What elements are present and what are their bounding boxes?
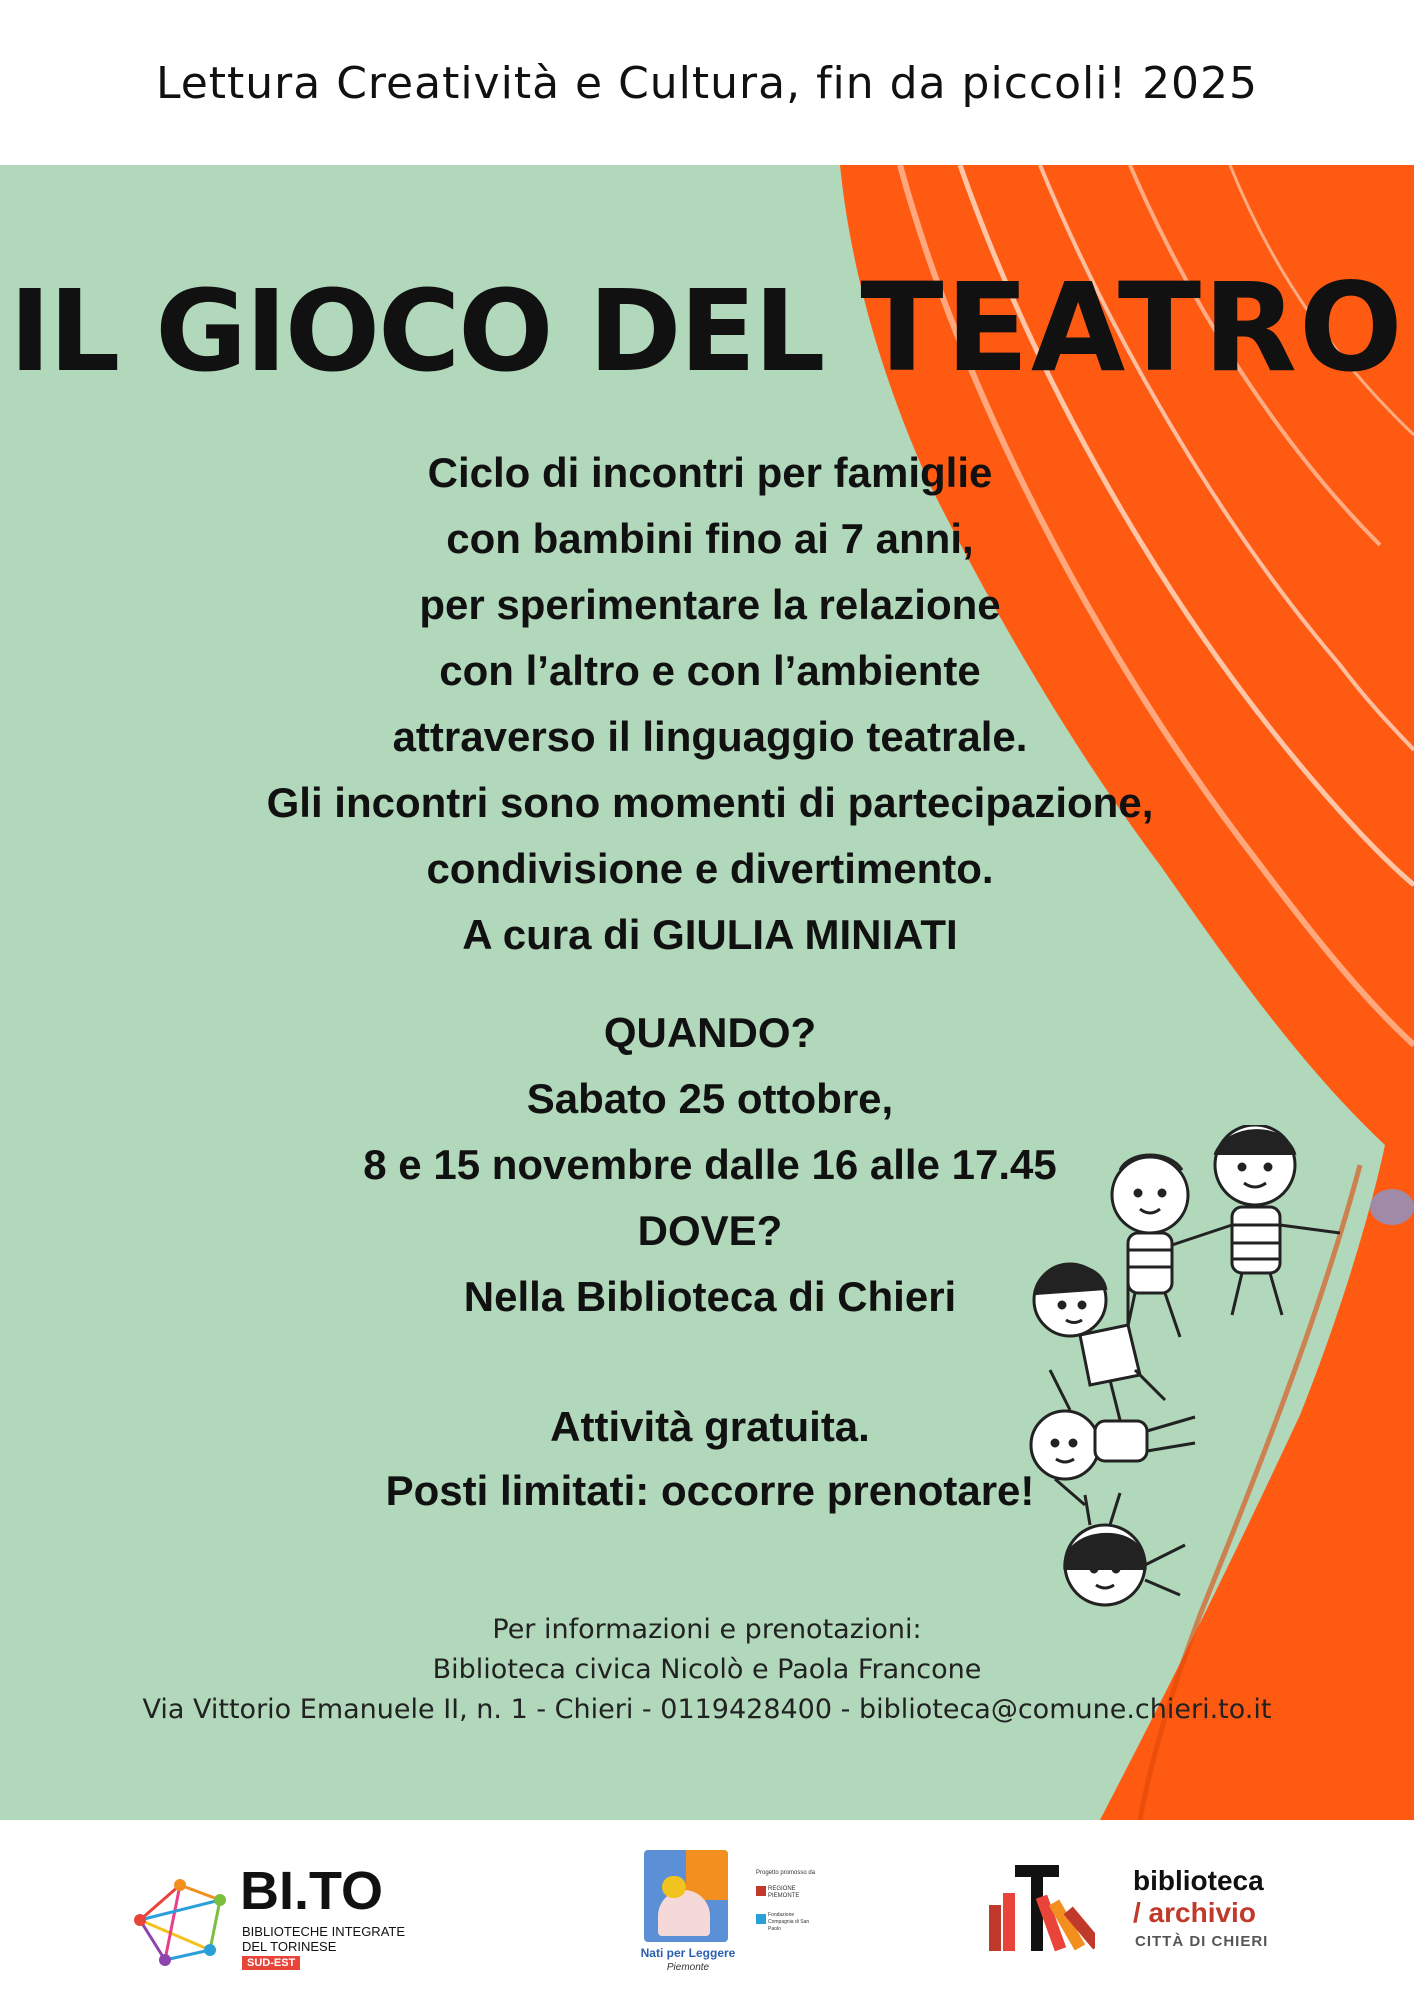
footer (0, 1820, 1414, 2000)
bito-line2: DEL TORINESE (242, 1939, 337, 1954)
partner-regione: REGIONE PIEMONTE (768, 1886, 800, 1899)
main-title (0, 257, 1414, 399)
description-line: con l’altro e con l’ambiente (439, 647, 981, 694)
where-label: DOVE? (637, 1207, 783, 1254)
bito-badge: SUD-EST (242, 1956, 300, 1970)
address-line[interactable]: Via Vittorio Emanuele II, n. 1 - Chieri - 0119428400 - biblioteca@comune.chieri.to.it (142, 1694, 1272, 1725)
chieri-line3: CITTÀ DI CHIERI (1135, 1933, 1269, 1950)
network-icon (125, 1870, 235, 1970)
chieri-line1: biblioteca (1133, 1865, 1264, 1896)
chieri-logo (985, 1865, 1285, 1985)
chieri-line2: / archivio (1133, 1897, 1256, 1928)
info-heading: Per informazioni e prenotazioni: (492, 1614, 922, 1645)
description-line: con bambini fino ai 7 anni, (446, 515, 974, 562)
npl-picture (644, 1850, 728, 1942)
partner-fondazione: Fondazione Compagnia di San Paolo (768, 1912, 810, 1932)
free-activity-note: Attività gratuita. (550, 1403, 870, 1450)
library-name: Biblioteca civica Nicolò e Paola Francone (432, 1654, 982, 1685)
bito-line1: BIBLIOTECHE INTEGRATE (242, 1924, 406, 1939)
description-line: Ciclo di incontri per famiglie (427, 449, 993, 496)
contact-info (0, 1610, 1414, 1730)
curator-line: A cura di GIULIA MINIATI (462, 911, 958, 958)
description-line: attraverso il linguaggio teatrale. (392, 713, 1028, 760)
npl-sub: Piemonte (666, 1962, 710, 1973)
regione-flag-icon (756, 1886, 766, 1896)
description-line: per sperimentare la relazione (419, 581, 1001, 628)
bito-name: BI.TO (240, 1861, 384, 1921)
npl-logo (640, 1850, 820, 1990)
bito-logo (125, 1860, 425, 1990)
description-line: Gli incontri sono momenti di partecipazione, (266, 779, 1154, 826)
date-line: 8 e 15 novembre dalle 16 alle 17.45 (363, 1141, 1057, 1188)
npl-promoted: Progetto promosso da (756, 1870, 816, 1876)
main-title-part2: TEATRO (860, 257, 1405, 399)
main-title-part1: IL GIOCO DEL (9, 267, 824, 397)
when-label: QUANDO? (603, 1009, 817, 1056)
poster-area (0, 165, 1414, 1820)
booking-note: Posti limitati: occorre prenotare! (385, 1467, 1035, 1514)
date-line: Sabato 25 ottobre, (526, 1075, 894, 1122)
description-line: condivisione e divertimento. (426, 845, 994, 892)
fondazione-icon (756, 1914, 766, 1924)
children-illustration (1010, 1125, 1414, 1645)
npl-name: Nati per Leggere (640, 1946, 736, 1960)
books-icon (985, 1865, 1095, 1955)
place-line: Nella Biblioteca di Chieri (463, 1273, 957, 1320)
bito-subtitle (242, 1924, 405, 1954)
series-title: Lettura Creatività e Cultura, fin da piccoli! 2025 (155, 58, 1259, 109)
description (190, 440, 1230, 968)
